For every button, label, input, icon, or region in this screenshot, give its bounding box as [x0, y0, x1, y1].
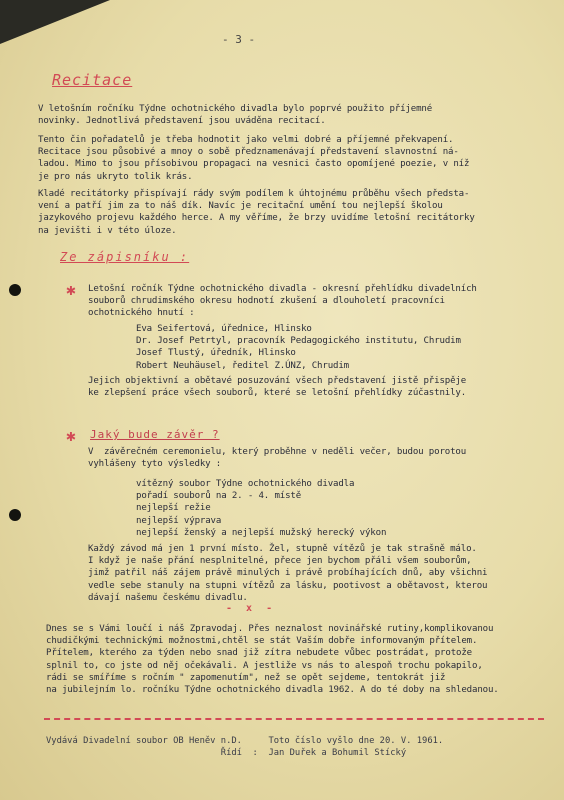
- jury-list: Eva Seifertová, úřednice, Hlinsko Dr. Josef Petrtyl, pracovník Pedagogického institutu, Chrudim Josef Tlustý, úředník, Hlinsko Robert Neuhäusel, ředitel Z.ÚNZ, Chrudim: [136, 324, 461, 371]
- footer-publisher: Vydává Divadelní soubor OB Heněv n.D. Toto číslo vyšlo dne 20. V. 1961.: [46, 736, 444, 746]
- heading-ze-zapisniku: Ze zápisníku :: [60, 250, 190, 264]
- page-number: - 3 -: [222, 33, 256, 46]
- paragraph-competition: Každý závod má jen 1 první místo. Žel, stupně vítězů je tak strašně málo. I když je naše přání nesplnitelné, přece jen bychom přáli všem souborům, jimž patřil náš zájem právě minulých i právě probíhajících dnů, aby všichni vedle sebe stanuly na stupni vítězů za lásku, pootivost a obětavost, kterou dávají našemu českému divadlu.: [88, 544, 488, 603]
- heading-recitace: Recitace: [52, 71, 133, 89]
- punch-hole-top: [9, 284, 21, 296]
- paragraph-reciters: Kladé recitátorky přispívají rády svým podílem k úhtojnému průběhu všech předsta- vení a patří jim za to náš dík. Navíc je recitační umění tou nejlepší školou jazykového projevu každého herce. A my věříme, že brzy uvidíme letošní recitátorky na jevišti i v této úloze.: [38, 189, 475, 236]
- punch-hole-bottom: [9, 509, 21, 521]
- section-separator: - x -: [226, 603, 277, 614]
- paragraph-farewell: Dnes se s Vámi loučí i náš Zpravodaj. Přes neznalost novinářské rutiny,komplikovanou chudičkými technickými možnostmi,chtěl se stát Vaším dobře informovaným přítelem. Přítelem, kterého za týden nebo snad již zítra nebudete vůbec postrádat, protože splnil to, co jste od něj očekávali. A jestliže vs nás to alespoň trochu pokapilo, rádi se smíříme s ročním " zapomenutím", než se opět sejdeme, tentokrát již na jubilejním lo. ročníku Týdne ochotnického divadla 1962. A do té doby na shledanou.: [46, 624, 499, 696]
- footer-divider: [44, 718, 544, 720]
- paragraph-jury-intro: Letošní ročník Týdne ochotnického divadla - okresní přehlídku divadelních souborů chrudimského okresu hodnotí zkušení a dlouholetí pracovníci ochotnického hnutí :: [88, 284, 477, 319]
- asterisk-icon: ✱: [66, 426, 76, 445]
- page-corner-shadow: [0, 0, 110, 44]
- footer-editors: Řídí : Jan Duřek a Bohumil Stícký: [46, 748, 407, 758]
- paragraph-intro: V letošním ročníku Týdne ochotnického divadla bylo poprvé použito příjemné novinky. Jednotlivá představení jsou uváděna recitací.: [38, 104, 433, 127]
- asterisk-icon: ✱: [66, 280, 76, 299]
- paragraph-jury-outro: Jejich objektivní a obětavé posuzování všech představení jistě přispěje ke zlepšení práce všech souborů, které se letošní přehlídky zúčastnily.: [88, 376, 467, 399]
- results-list: vítězný soubor Týdne ochotnického divadla pořadí souborů na 2. - 4. místě nejlepší režie nejlepší výprava nejlepší ženský a nejlepší mužský herecký výkon: [136, 479, 387, 538]
- heading-jaky-bude-zaver: Jaký bude závěr ?: [90, 428, 220, 441]
- paragraph-recitation-praise: Tento čin pořadatelů je třeba hodnotit jako velmi dobré a příjemné překvapení. Recitace jsou působivé a mnoy o sobě předznamenávají představení slavnostní ná- ladou. Mimo to jsou přísobivou propagaci na vesnici často opomíjené poezie, v níž je pro nás ukryto tolik krás.: [38, 135, 470, 182]
- paragraph-ceremony: V závěrečném ceremonielu, který proběhne v neděli večer, budou porotou vyhlášeny tyto výsledky :: [88, 447, 467, 470]
